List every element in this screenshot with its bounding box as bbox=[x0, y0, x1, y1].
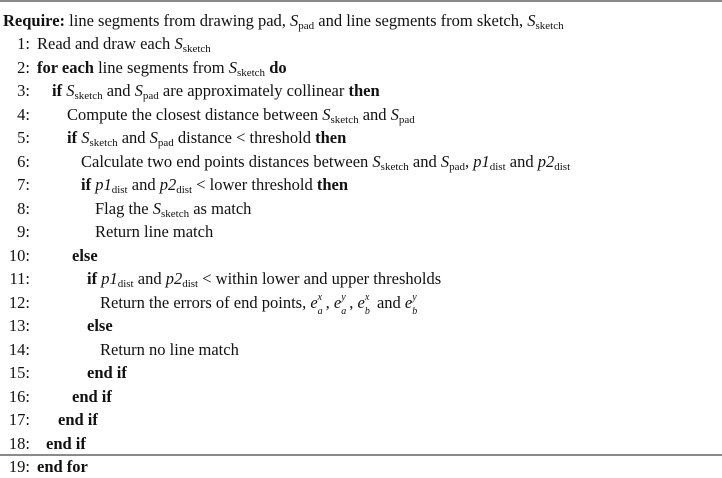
require-label: Require: bbox=[3, 11, 66, 30]
top-rule bbox=[0, 0, 722, 2]
bottom-rule bbox=[0, 454, 722, 456]
